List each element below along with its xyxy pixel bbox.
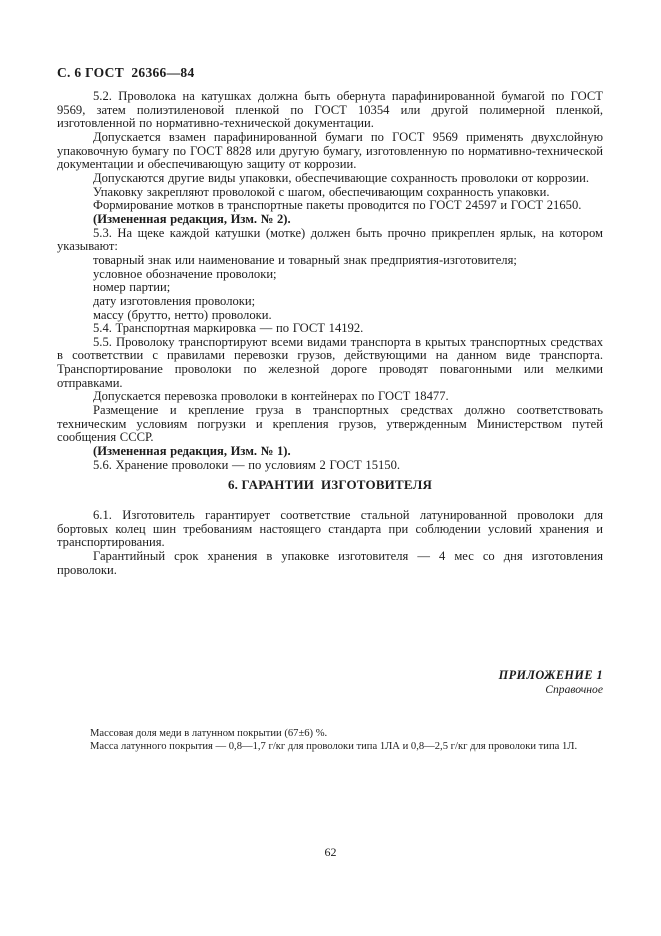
paragraph-5-5: 5.5. Проволоку транспортируют всеми видами транспорта в крытых транспортных средствах в соответствии с правилами перевозки грузов, действующими на данном виде транспорта. Транспортирование проволоки по железной дороге проводят повагонными или мелкими отправками.: [57, 334, 603, 390]
appendix-paragraph-coating-mass: Масса латунного покрытия — 0,8—1,7 г/кг для проволоки типа 1ЛА и 0,8—2,5 г/кг для проволоки типа 1Л.: [90, 741, 578, 753]
label-item-trademark: товарный знак или наименование и товарный знак предприятия-изготовителя;: [93, 252, 517, 267]
appendix-subtitle: Справочное: [545, 682, 603, 696]
appendix-heading-block: [57, 669, 603, 696]
paragraph-other-packaging: Допускаются другие виды упаковки, обеспечивающие сохранность проволоки от коррозии.: [93, 170, 590, 185]
label-item-designation: условное обозначение проволоки;: [93, 266, 277, 281]
appendix-paragraph-copper-share: Массовая доля меди в латунном покрытии (67±6) %.: [90, 728, 328, 740]
paragraph-5-2: 5.2. Проволока на катушках должна быть обернута парафинированной бумагой по ГОСТ 9569, затем полиэтиленовой пленкой по ГОСТ 10354 или другой полимерной пленкой, изготовленной по нормативно-технической документации.: [57, 89, 603, 131]
paragraph-transport-packets: Формирование мотков в транспортные пакеты проводится по ГОСТ 24597 и ГОСТ 21650.: [93, 198, 582, 213]
paragraph-6-1: 6.1. Изготовитель гарантирует соответствие стальной латунированной проволоки для бортовых колец шин требованиям настоящего стандарта при соблюдении условий хранения и транспортирования.: [57, 508, 603, 550]
amendment-note-2: (Измененная редакция, Изм. № 2).: [93, 211, 291, 226]
document-body: [57, 90, 603, 753]
paragraph-packaging-fixing: Упаковку закрепляют проволокой с шагом, обеспечивающим сохранность упаковки.: [93, 184, 550, 199]
page-number: 62: [324, 845, 337, 859]
paragraph-5-6: 5.6. Хранение проволоки — по условиям 2 ГОСТ 15150.: [93, 457, 401, 472]
paragraph-cargo-placement: Размещение и крепление груза в транспортных средствах должно соответствовать техническим условиям погрузки и крепления грузов, утвержденным Министерством путей сообщения СССР.: [57, 403, 603, 445]
section-6-heading: 6. ГАРАНТИИ ИЗГОТОВИТЕЛЯ: [227, 477, 433, 493]
paragraph-5-3: 5.3. На щеке каждой катушки (мотке) должен быть прочно прикреплен ярлык, на котором указывают:: [57, 225, 603, 254]
amendment-note-1: (Измененная редакция, Изм. № 1).: [93, 444, 291, 459]
paragraph-containers: Допускается перевозка проволоки в контейнерах по ГОСТ 18477.: [93, 389, 449, 404]
paragraph-packaging-alternative: Допускается взамен парафинированной бумаги по ГОСТ 9569 применять двухслойную упаковочную бумагу по ГОСТ 8828 или другую бумагу, изготовленную по нормативно-технической документации и обеспечивающую защиту от коррозии.: [57, 129, 603, 172]
label-item-mass: массу (брутто, нетто) проволоки.: [93, 307, 272, 322]
appendix-title: ПРИЛОЖЕНИЕ 1: [498, 668, 603, 683]
label-item-batch-number: номер партии;: [93, 280, 171, 295]
paragraph-warranty-period: Гарантийный срок хранения в упаковке изготовителя — 4 мес со дня изготовления проволоки.: [57, 549, 603, 577]
paragraph-5-4: 5.4. Транспортная маркировка — по ГОСТ 14192.: [93, 321, 364, 336]
label-item-manufacture-date: дату изготовления проволоки;: [93, 293, 256, 308]
page-header: С. 6 ГОСТ 26366—84: [57, 65, 195, 80]
